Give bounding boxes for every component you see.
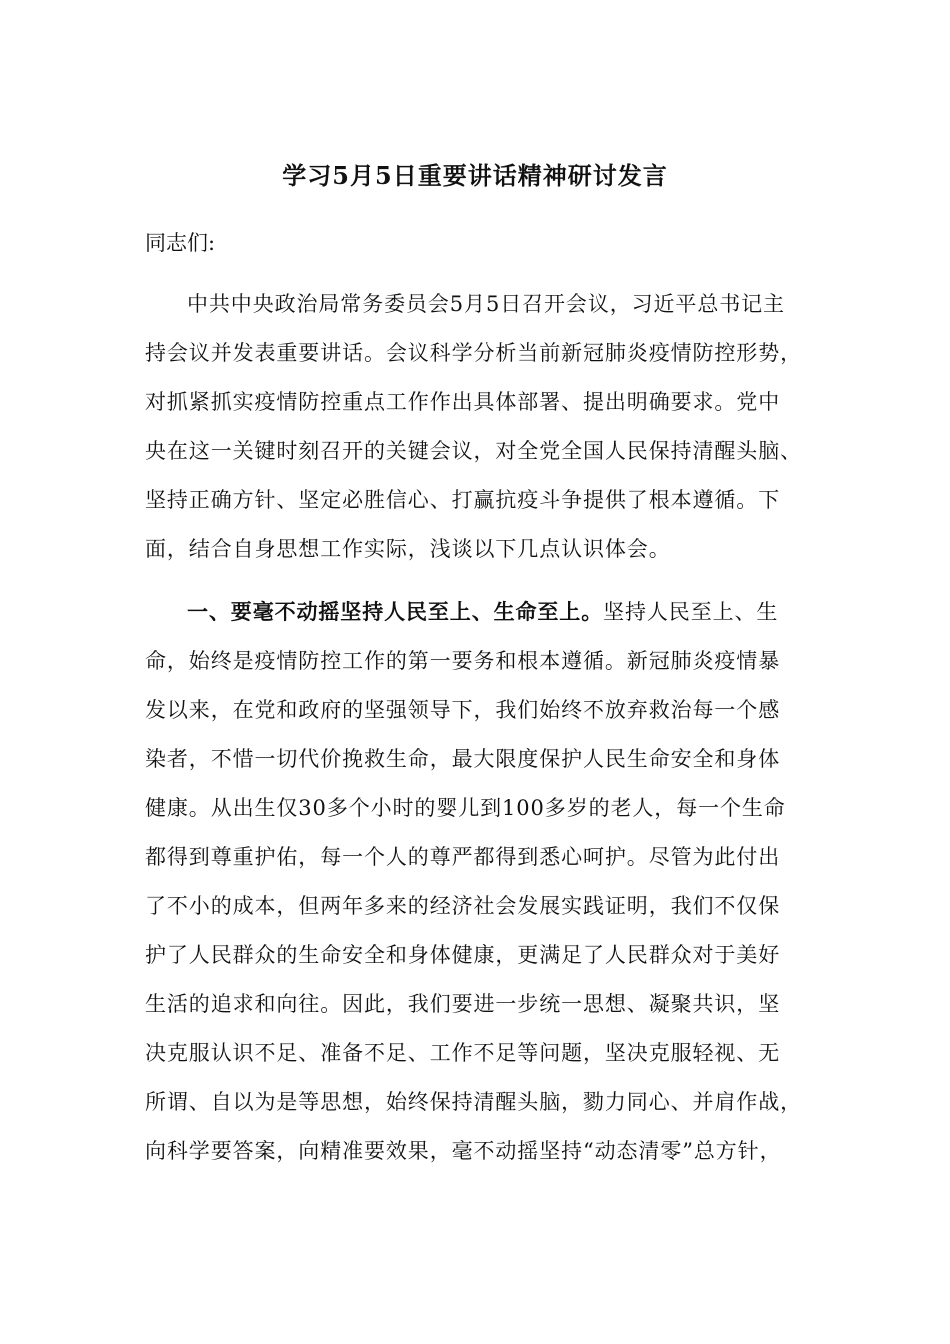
- section-one-first-line: [145, 587, 835, 637]
- paragraph-line: 面，结合自身思想工作实际，浅谈以下几点认识体会。: [145, 537, 671, 561]
- section-one-heading: 一、要毫不动摇坚持人民至上、生命至上。: [187, 599, 604, 624]
- paragraph-line: 持会议并发表重要讲话。会议科学分析当前新冠肺炎疫情防控形势，: [145, 341, 802, 365]
- paragraph-line: 所谓、自以为是等思想，始终保持清醒头脑，勠力同心、并肩作战，: [145, 1090, 802, 1114]
- document-title: 学习5月5日重要讲话精神研讨发言: [282, 161, 668, 190]
- paragraph-line: 发以来，在党和政府的坚强领导下，我们始终不放弃救治每一个感: [145, 698, 781, 722]
- paragraph-line: 命，始终是疫情防控工作的第一要务和根本遵循。新冠肺炎疫情暴: [145, 649, 781, 673]
- section-one-first-line-text: 坚持人民至上、生: [603, 600, 779, 624]
- paragraph-line: 中共中央政治局常务委员会5月5日召开会议，习近平总书记主: [187, 292, 785, 316]
- paragraph-line: 了不小的成本，但两年多来的经济社会发展实践证明，我们不仅保: [145, 894, 781, 918]
- paragraph-line: 健康。从出生仅30多个小时的婴儿到100多岁的老人，每一个生命: [145, 796, 786, 820]
- paragraph-line: 坚持正确方针、坚定必胜信心、打赢抗疫斗争提供了根本遵循。下: [145, 488, 781, 512]
- paragraph-line: 央在这一关键时刻召开的关键会议，对全党全国人民保持清醒头脑、: [145, 439, 802, 463]
- section-one: [145, 587, 835, 1176]
- paragraph-line: 都得到尊重护佑，每一个人的尊严都得到悉心呵护。尽管为此付出: [145, 845, 781, 869]
- paragraph-line: 生活的追求和向往。因此，我们要进一步统一思想、凝聚共识，坚: [145, 992, 781, 1016]
- paragraph-intro: [145, 280, 835, 574]
- paragraph-line: 决克服认识不足、准备不足、工作不足等问题，坚决克服轻视、无: [145, 1041, 781, 1065]
- paragraph-line: 染者，不惜一切代价挽救生命，最大限度保护人民生命安全和身体: [145, 747, 781, 771]
- salutation: 同志们:: [145, 231, 216, 255]
- paragraph-line: 向科学要答案，向精准要效果，毫不动摇坚持“动态清零”总方针，: [145, 1139, 782, 1163]
- paragraph-line: 护了人民群众的生命安全和身体健康，更满足了人民群众对于美好: [145, 943, 781, 967]
- paragraph-line: 对抓紧抓实疫情防控重点工作作出具体部署、提出明确要求。党中: [145, 390, 781, 414]
